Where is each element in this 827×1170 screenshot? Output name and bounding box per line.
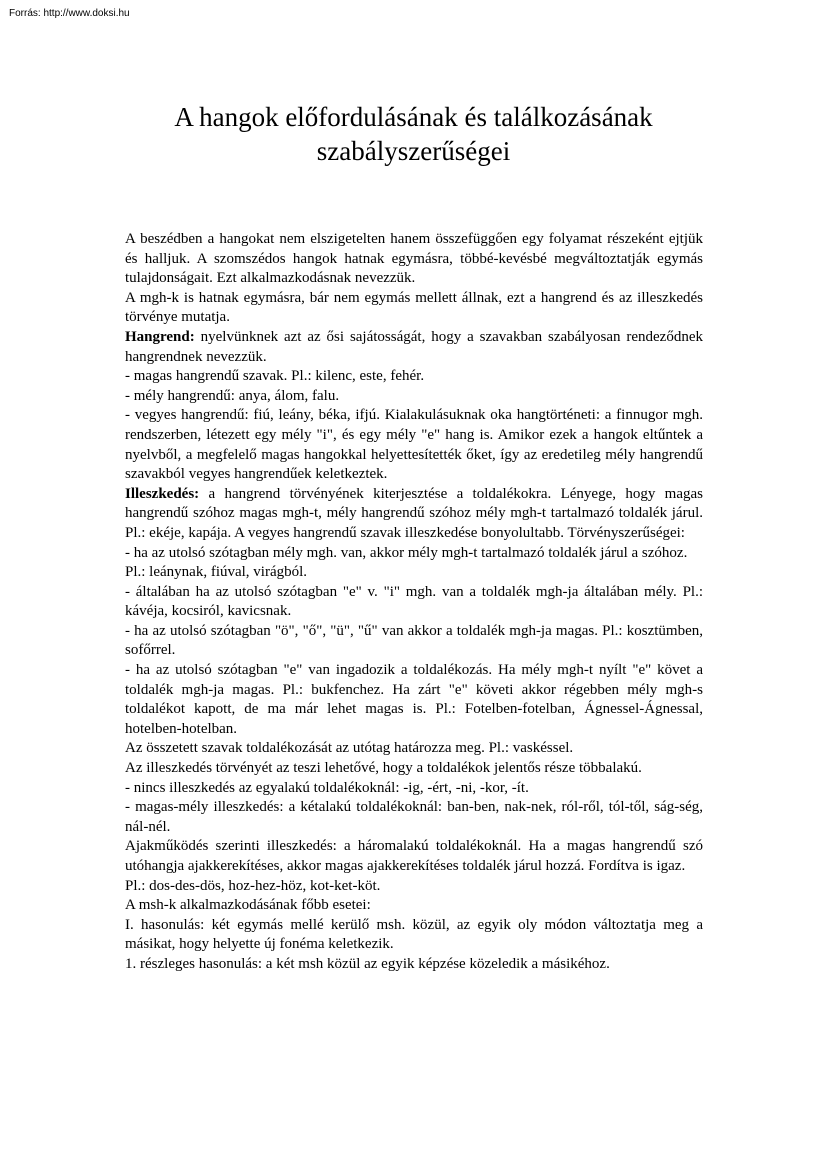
paragraph: Az összetett szavak toldalékozását az utótag határozza meg. Pl.: vaskéssel. bbox=[125, 740, 574, 757]
list-item: - ha az utolsó szótagban "e" van ingadozik a toldalékozás. Ha mély mgh-t nyílt "e" követ a toldalék mgh-ja magas. Pl.: bukfenchez. Ha zárt "e" követi akkor régebben mély mgh-s toldalékot kapott, de ma már lehet magas is. Pl.: Fotelben-fotelban, Ágnessel-Ágnessal, hotelben-hotelban. bbox=[125, 662, 703, 737]
paragraph: I. hasonulás: két egymás mellé kerülő msh. közül, az egyik oly módon változtatja meg a másikat, hogy helyette új fonéma keletkezik. bbox=[125, 916, 703, 953]
term-hangrend: Hangrend: bbox=[125, 328, 195, 345]
example: Pl.: leánynak, fiúval, virágból. bbox=[125, 564, 308, 581]
example: Pl.: dos-des-dös, hoz-hez-höz, kot-ket-köt. bbox=[125, 877, 381, 894]
title-line-2: szabályszerűségei bbox=[316, 136, 511, 166]
list-item: - vegyes hangrendű: fiú, leány, béka, ifjú. Kialakulásuknak oka hangtörténeti: a finnugor mgh. rendszerben, létezett egy mély "i", és egy mély "e" hang is. Amikor ezek a hangok eltűntek a nyelvből, a megfelelő magas hangokkal helyettesítették őket, így az eredetileg mély hangrendű szavakból vegyes hangrendűek keletkeztek. bbox=[125, 407, 703, 483]
list-item: - ha az utolsó szótagban "ö", "ő", "ü", "ű" van akkor a toldalék mgh-ja magas. Pl.: kosztümben, sofőrrel. bbox=[125, 622, 703, 659]
document-body bbox=[125, 230, 703, 975]
paragraph: A beszédben a hangokat nem elszigetelten hanem összefüggően egy folyamat részeként ejtjük és halljuk. A szomszédos hangok hatnak egymásra, többé-kevésbé megváltoztatják egymás tulajdonságait. Ezt alkalmazkodásnak nevezzük. bbox=[125, 231, 703, 287]
source-url: Forrás: http://www.doksi.hu bbox=[9, 8, 130, 19]
list-item: - magas-mély illeszkedés: a kétalakú toldalékoknál: ban-ben, nak-nek, ról-ről, tól-től, ság-ség, nál-nél. bbox=[125, 799, 703, 835]
paragraph: A mgh-k is hatnak egymásra, bár nem egymás mellett állnak, ezt a hangrend és az illeszkedés törvénye mutatja. bbox=[125, 289, 703, 326]
paragraph: Illeszkedés: a hangrend törvényének kiterjesztése a toldalékokra. Lényege, hogy magas hangrendű szóhoz magas mgh-t, mély hangrendű szóhoz mély mgh-t tartalmazó toldalék járul. Pl.: ekéje, kapája. A vegyes hangrendű szavak illeszkedése bonyolultabb. Törvényszerűségei: bbox=[125, 485, 703, 541]
title-line-1: A hangok előfordulásának és találkozásának bbox=[174, 102, 653, 132]
list-item: - ha az utolsó szótagban mély mgh. van, akkor mély mgh-t tartalmazó toldalék járul a szóhoz. bbox=[125, 544, 688, 561]
list-item: - nincs illeszkedés az egyalakú toldalékoknál: -ig, -ért, -ni, -kor, -ít. bbox=[125, 779, 529, 796]
paragraph: Ajakműködés szerinti illeszkedés: a háromalakú toldalékoknál. Ha a magas hangrendű szó utóhangja ajakkerekítéses, akkor magas ajakkerekítéses toldalék járul hozzá. Fordítva is igaz. bbox=[125, 838, 703, 874]
paragraph: Az illeszkedés törvényét az teszi lehetővé, hogy a toldalékok jelentős része többalakú. bbox=[125, 760, 642, 777]
paragraph: A msh-k alkalmazkodásának főbb esetei: bbox=[125, 897, 371, 914]
paragraph: Hangrend: nyelvünknek azt az ősi sajátosságát, hogy a szavakban szabályosan rendeződnek hangrendnek nevezzük. bbox=[125, 328, 703, 365]
term-illeszkedes: Illeszkedés: bbox=[125, 485, 200, 502]
page-title bbox=[0, 100, 827, 168]
list-item: - általában ha az utolsó szótagban "e" v. "i" mgh. van a toldalék mgh-ja általában mély. Pl.: kávéja, kocsiról, kavicsnak. bbox=[125, 583, 703, 620]
paragraph: 1. részleges hasonulás: a két msh közül az egyik képzése közeledik a másikéhoz. bbox=[125, 955, 610, 972]
list-item: - magas hangrendű szavak. Pl.: kilenc, este, fehér. bbox=[125, 368, 425, 385]
list-item: - mély hangrendű: anya, álom, falu. bbox=[125, 387, 340, 404]
